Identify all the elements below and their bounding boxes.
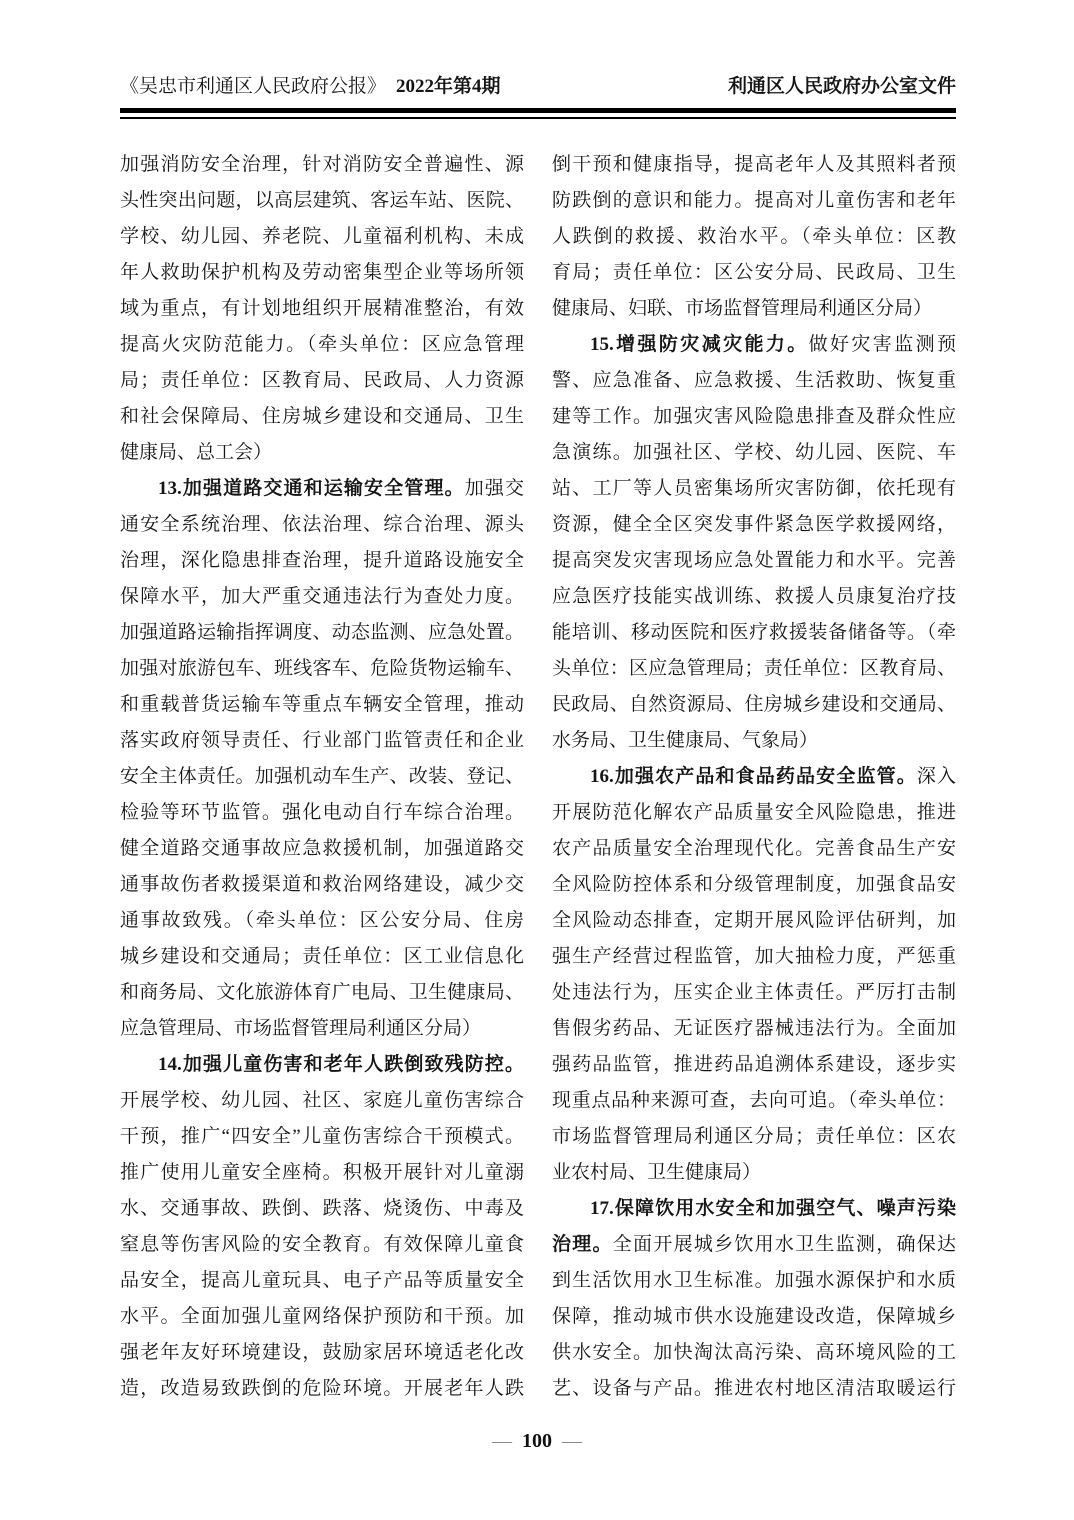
text-run: 加强道路运输指挥调度、动态监测、应急处置。: [120, 622, 524, 643]
text-line: [552, 1371, 956, 1407]
text-run: 加强消防安全治理，针对消防安全普遍性、源: [120, 154, 524, 175]
text-run: 到生活饮用水卫生标准。加强水源保护和水质: [552, 1270, 956, 1291]
text-run: 保障水平，加大严重交通违法行为查处力度。: [120, 586, 524, 607]
text-line: [552, 867, 956, 903]
text-line: [120, 1155, 524, 1191]
text-run: 通事故伤者救援渠道和救治网络建设，减少交: [120, 874, 524, 895]
text-line: [552, 183, 956, 219]
page-number: 100: [522, 1430, 552, 1452]
text-line: [552, 1227, 956, 1263]
text-line: [120, 507, 524, 543]
text-run: 做好灾害监测预: [808, 334, 956, 355]
header-left: [120, 74, 501, 100]
text-run: 和重载普货运输车等重点车辆安全管理，推动: [120, 694, 524, 715]
text-line: [120, 543, 524, 579]
text-run: 供水安全。加快淘汰高污染、高环境风险的工: [552, 1342, 956, 1363]
text-line: [552, 435, 956, 471]
text-line: [552, 723, 956, 759]
bold-run: 15.增强防灾减灾能力。: [590, 334, 809, 355]
text-line: [120, 1263, 524, 1299]
text-line: [120, 435, 524, 471]
text-line: [552, 1083, 956, 1119]
text-run: 水平。全面加强儿童网络保护预防和干预。加: [120, 1306, 524, 1327]
footer-dash-left: —: [492, 1430, 512, 1452]
text-run: 局；责任单位：区教育局、民政局、人力资源: [120, 370, 524, 391]
text-run: 民政局、自然资源局、住房城乡建设和交通局、: [552, 694, 956, 715]
text-line: [552, 615, 956, 651]
text-line: [120, 471, 524, 507]
text-line: [552, 759, 956, 795]
text-line: [552, 1047, 956, 1083]
text-line: [120, 795, 524, 831]
text-run: 售假劣药品、无证医疗器械违法行为。全面加: [552, 1018, 956, 1039]
text-run: 全风险动态排查，定期开展风险评估研判，加: [552, 910, 956, 931]
bold-run: 治理。: [552, 1234, 613, 1255]
text-run: 健全道路交通事故应急救援机制，加强道路交: [120, 838, 524, 859]
text-line: [120, 1227, 524, 1263]
text-run: 窒息等伤害风险的安全教育。有效保障儿童食: [120, 1234, 524, 1255]
gazette-title: 《吴忠市利通区人民政府公报》: [120, 76, 387, 97]
text-line: [552, 471, 956, 507]
text-run: 提高火灾防范能力。（牵头单位：区应急管理: [120, 334, 524, 355]
text-line: [120, 867, 524, 903]
text-line: [552, 291, 956, 327]
text-line: [552, 219, 956, 255]
text-line: [120, 147, 524, 183]
text-run: 检验等环节监管。强化电动自行车综合治理。: [120, 802, 524, 823]
text-line: [120, 327, 524, 363]
text-run: 开展防范化解农产品质量安全风险隐患，推进: [552, 802, 956, 823]
text-line: [120, 1371, 524, 1407]
text-run: 建等工作。加强灾害风险隐患排查及群众性应: [552, 406, 956, 427]
text-run: 市场监督管理局利通区分局；责任单位：区农: [552, 1126, 956, 1147]
text-line: [120, 723, 524, 759]
text-line: [120, 1083, 524, 1119]
text-line: [120, 399, 524, 435]
page-footer: [0, 1426, 1074, 1456]
text-line: [552, 687, 956, 723]
text-line: [552, 903, 956, 939]
text-line: [552, 543, 956, 579]
text-line: [552, 1263, 956, 1299]
content-columns: [120, 147, 956, 1407]
text-run: 治理，深化隐患排查治理，提升道路设施安全: [120, 550, 524, 571]
text-run: 和商务局、文化旅游体育广电局、卫生健康局、: [120, 982, 524, 1003]
text-run: 资源，健全全区突发事件紧急医学救援网络，: [552, 514, 956, 535]
text-line: [120, 1011, 524, 1047]
text-run: 健康局、妇联、市场监督管理局利通区分局）: [552, 298, 933, 319]
text-line: [552, 147, 956, 183]
text-run: 处违法行为，压实企业主体责任。严厉打击制: [552, 982, 956, 1003]
text-line: [120, 363, 524, 399]
text-run: 造，改造易致跌倒的危险环境。开展老年人跌: [120, 1378, 524, 1399]
bold-run: 16.加强农产品和食品药品安全监管。: [590, 766, 917, 787]
text-line: [120, 1191, 524, 1227]
bold-run: 13.加强道路交通和运输安全管理。: [158, 478, 465, 499]
text-run: 防跌倒的意识和能力。提高对儿童伤害和老年: [552, 190, 956, 211]
text-run: 域为重点，有计划地组织开展精准整治，有效: [120, 298, 524, 319]
text-line: [120, 183, 524, 219]
text-run: 提高突发灾害现场应急处置能力和水平。完善: [552, 550, 956, 571]
text-line: [552, 1299, 956, 1335]
text-run: 强药品监管，推进药品追溯体系建设，逐步实: [552, 1054, 956, 1075]
text-run: 艺、设备与产品。推进农村地区清洁取暖运行: [552, 1378, 956, 1399]
text-run: 人跌倒的救援、救治水平。（牵头单位：区教: [552, 226, 956, 247]
text-line: [120, 903, 524, 939]
text-line: [120, 1335, 524, 1371]
text-run: 落实政府领导责任、行业部门监管责任和企业: [120, 730, 524, 751]
text-run: 农产品质量安全治理现代化。完善食品生产安: [552, 838, 956, 859]
text-run: 警、应急准备、应急救援、生活救助、恢复重: [552, 370, 956, 391]
text-line: [552, 1155, 956, 1191]
text-run: 品安全，提高儿童玩具、电子产品等质量安全: [120, 1270, 524, 1291]
text-run: 学校、幼儿园、养老院、儿童福利机构、未成: [120, 226, 524, 247]
text-run: 城乡建设和交通局；责任单位：区工业信息化: [120, 946, 524, 967]
text-run: 急演练。加强社区、学校、幼儿园、医院、车: [552, 442, 956, 463]
text-run: 水务局、卫生健康局、气象局）: [552, 730, 819, 751]
text-line: [552, 1011, 956, 1047]
text-line: [552, 327, 956, 363]
text-line: [120, 939, 524, 975]
text-line: [120, 759, 524, 795]
text-line: [552, 1191, 956, 1227]
bold-run: 14.加强儿童伤害和老年人跌倒致残防控。: [158, 1054, 524, 1075]
text-run: 现重点品种来源可查，去向可追。（牵头单位：: [552, 1090, 956, 1111]
text-run: 应急医疗技能实战训练、救援人员康复治疗技: [552, 586, 956, 607]
text-line: [120, 579, 524, 615]
text-line: [552, 1335, 956, 1371]
text-run: 站、工厂等人员密集场所灾害防御，依托现有: [552, 478, 956, 499]
text-line: [120, 831, 524, 867]
text-line: [552, 579, 956, 615]
text-line: [120, 687, 524, 723]
text-run: 和社会保障局、住房城乡建设和交通局、卫生: [120, 406, 524, 427]
text-run: 开展学校、幼儿园、社区、家庭儿童伤害综合: [120, 1090, 524, 1111]
text-line: [120, 291, 524, 327]
text-run: 育局；责任单位：区公安分局、民政局、卫生: [552, 262, 956, 283]
text-line: [552, 399, 956, 435]
text-run: 业农村局、卫生健康局）: [552, 1162, 762, 1183]
text-run: 强生产经营过程监管，加大抽检力度，严惩重: [552, 946, 956, 967]
issue-label: 2022年第4期: [396, 76, 501, 97]
text-run: 安全主体责任。加强机动车生产、改装、登记、: [120, 766, 524, 787]
text-run: 应急管理局、市场监督管理局利通区分局）: [120, 1018, 482, 1039]
text-run: 头性突出问题，以高层建筑、客运车站、医院、: [120, 190, 524, 211]
text-run: 能培训、移动医院和医疗救援装备储备等。（牵: [552, 622, 956, 643]
text-run: 深入: [916, 766, 956, 787]
text-line: [120, 615, 524, 651]
text-line: [552, 507, 956, 543]
text-line: [120, 1299, 524, 1335]
header-rule-thin: [120, 117, 956, 119]
text-run: 加强交: [464, 478, 524, 499]
text-line: [552, 795, 956, 831]
text-line: [552, 939, 956, 975]
text-line: [552, 975, 956, 1011]
text-run: 倒干预和健康指导，提高老年人及其照料者预: [552, 154, 956, 175]
header-rule-thick: [120, 108, 956, 113]
text-line: [552, 1119, 956, 1155]
text-line: [120, 1119, 524, 1155]
text-line: [552, 363, 956, 399]
text-line: [120, 1047, 524, 1083]
text-run: 年人救助保护机构及劳动密集型企业等场所领: [120, 262, 524, 283]
page-header: [120, 74, 956, 100]
text-run: 干预，推广“四安全”儿童伤害综合干预模式。: [120, 1126, 524, 1147]
text-run: 全面开展城乡饮用水卫生监测，确保达: [612, 1234, 956, 1255]
text-line: [552, 831, 956, 867]
doc-source-label: 利通区人民政府办公室文件: [727, 76, 956, 97]
text-run: 保障，推动城市供水设施建设改造，保障城乡: [552, 1306, 956, 1327]
text-line: [552, 651, 956, 687]
column-left: [120, 147, 524, 1407]
text-run: 健康局、总工会）: [120, 442, 273, 463]
text-line: [120, 255, 524, 291]
text-line: [120, 219, 524, 255]
text-line: [552, 255, 956, 291]
text-line: [120, 975, 524, 1011]
text-run: 加强对旅游包车、班线客车、危险货物运输车、: [120, 658, 524, 679]
bold-run: 17.保障饮用水安全和加强空气、噪声污染: [590, 1198, 956, 1219]
footer-dash-right: —: [562, 1430, 582, 1452]
text-run: 推广使用儿童安全座椅。积极开展针对儿童溺: [120, 1162, 524, 1183]
text-run: 通事故致残。（牵头单位：区公安分局、住房: [120, 910, 524, 931]
text-run: 全风险防控体系和分级管理制度，加强食品安: [552, 874, 956, 895]
column-right: [552, 147, 956, 1407]
text-run: 头单位：区应急管理局；责任单位：区教育局、: [552, 658, 956, 679]
text-run: 通安全系统治理、依法治理、综合治理、源头: [120, 514, 524, 535]
text-line: [120, 651, 524, 687]
text-run: 强老年友好环境建设，鼓励家居环境适老化改: [120, 1342, 524, 1363]
text-run: 水、交通事故、跌倒、跌落、烧烫伤、中毒及: [120, 1198, 524, 1219]
